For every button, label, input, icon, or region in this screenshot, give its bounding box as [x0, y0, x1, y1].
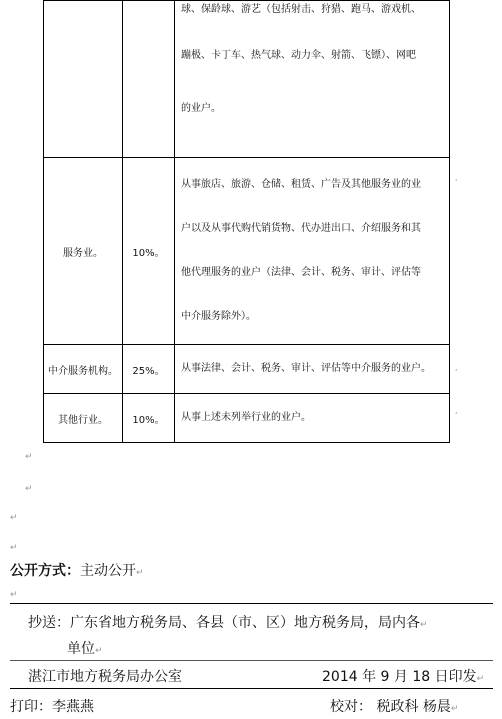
- row-end-mark: ¸: [454, 172, 459, 182]
- description-line: 球、保龄球、游艺（包括射击、狩猎、跑马、游戏机、: [181, 4, 421, 15]
- disclosure-line: 公开方式：主动公开↵: [10, 563, 144, 579]
- table-cell-rate: 10%。: [123, 158, 175, 345]
- description-line: 从事上述未列举行业的业户。: [181, 412, 311, 423]
- issue-date: 2014 年 9 月 18 日印发↵: [322, 669, 485, 685]
- paragraph-mark: ↵: [25, 452, 33, 462]
- description-line: 的业户。: [181, 103, 221, 114]
- table-cell-description: [175, 1, 450, 158]
- table-cell-description: [175, 394, 450, 443]
- disclosure-label: 公开方式：: [10, 563, 80, 579]
- printer-credit: 打印：李燕燕: [10, 699, 94, 715]
- tax-rate-table: [43, 0, 450, 443]
- description-line: 从事旅店、旅游、仓储、租赁、广告及其他服务业的业: [181, 179, 421, 190]
- row-end-mark: ¸: [454, 405, 459, 415]
- cc-label: 抄送：: [28, 615, 70, 631]
- table-row: [44, 394, 450, 443]
- divider-line: [10, 660, 493, 661]
- table-cell-rate: 10%。: [123, 394, 175, 443]
- cc-recipients: 广东省地方税务局、各县（市、区）地方税务局，局内各: [70, 615, 420, 631]
- disclosure-value: 主动公开: [80, 563, 136, 579]
- description-line: 蹦极、卡丁车、热气球、动力伞、射箭、飞镖）、网吧: [181, 50, 416, 61]
- table-cell-category: 服务业。: [44, 158, 123, 345]
- table-row: [44, 1, 450, 158]
- paragraph-mark: ↵: [10, 543, 18, 553]
- table-cell-category: 其他行业。: [44, 394, 123, 443]
- cc-recipients-continued: 单位: [67, 641, 95, 657]
- table-cell-empty: [123, 1, 175, 158]
- description-line: 从事法律、会计、税务、审计、评估等中介服务的业户。: [181, 363, 431, 374]
- divider-line: [10, 688, 493, 689]
- description-line: 他代理服务的业户（法律、会计、税务、审计、评估等: [181, 267, 421, 278]
- table-cell-description: [175, 345, 450, 394]
- cc-line-continued: 单位↵: [67, 641, 103, 657]
- proofreader-credit: 校对： 税政科 杨晨↵: [330, 699, 459, 715]
- paragraph-mark: ↵: [10, 590, 18, 600]
- table-row: [44, 345, 450, 394]
- row-end-mark: ¸: [454, 362, 459, 372]
- table-cell-rate: 25%。: [123, 345, 175, 394]
- table-cell-description: [175, 158, 450, 345]
- paragraph-mark: ↵: [10, 513, 18, 523]
- divider-line: [10, 603, 493, 604]
- description-line: 户以及从事代购代销货物、代办进出口、介绍服务和其: [181, 223, 421, 234]
- table-cell-empty: [44, 1, 123, 158]
- cc-line: 抄送：广东省地方税务局、各县（市、区）地方税务局，局内各↵: [28, 615, 428, 631]
- issuer-office: 湛江市地方税务局办公室: [28, 669, 182, 685]
- table-row: [44, 158, 450, 345]
- description-line: 中介服务除外）。: [181, 311, 256, 322]
- paragraph-mark: ↵: [25, 484, 33, 494]
- table-cell-category: 中介服务机构。: [44, 345, 123, 394]
